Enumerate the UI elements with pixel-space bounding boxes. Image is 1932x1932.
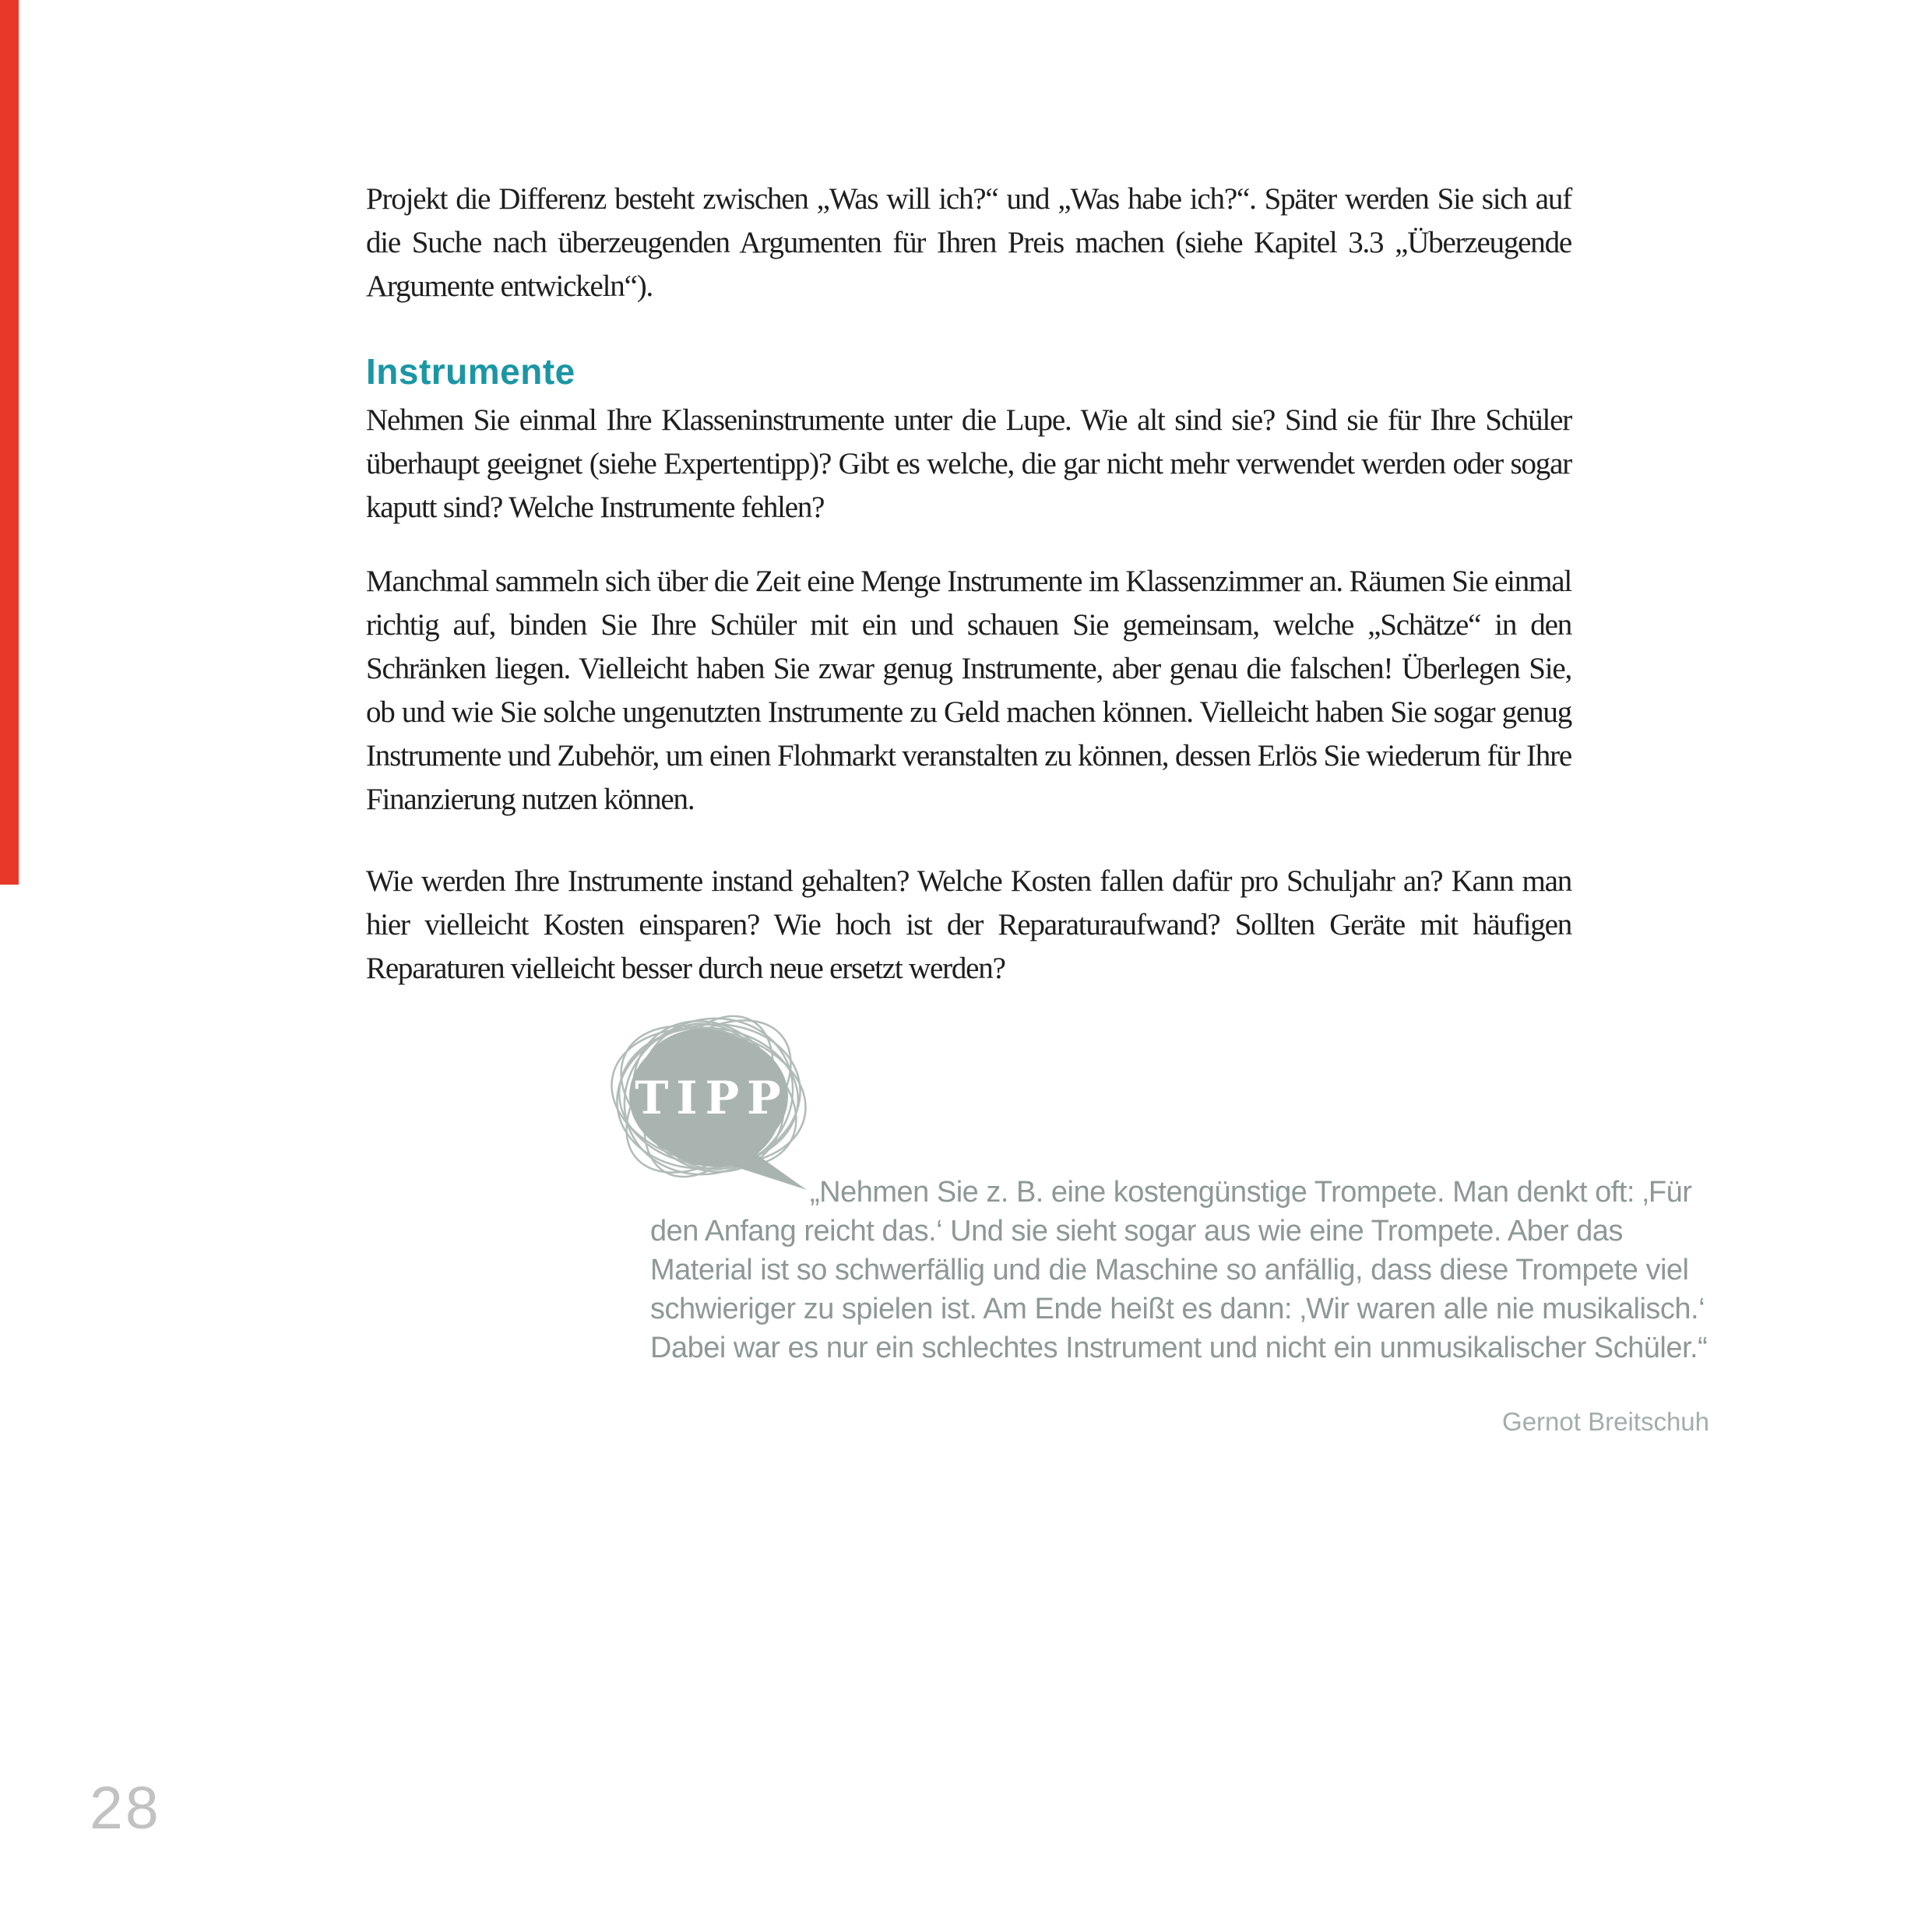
paragraph-instandhaltung: Wie werden Ihre Instrumente instand gehalten? Welche Kosten fallen dafür pro Schuljahr an? Kann man hier vielleicht Kosten einsparen? Wie hoch ist der Reparaturaufwand? Sollten Geräte mit häufigen Reparaturen vielleicht besser durch neue ersetzt werden? (366, 864, 1571, 985)
paragraph-klasseninstrumente: Nehmen Sie einmal Ihre Klasseninstrumente unter die Lupe. Wie alt sind sie? Sind sie für Ihre Schüler überhaupt geeignet (siehe Expertentipp)? Gibt es welche, die gar nicht mehr verwendet werden oder sogar kaputt sind? Welche Instrumente fehlen? (366, 403, 1571, 524)
paragraph-aufraeumen: Manchmal sammeln sich über die Zeit eine Menge Instrumente im Klassenzimmer an. Räumen Sie einmal richtig auf, binden Sie Ihre Schüler mit ein und schauen Sie gemeinsam, welche „Schätze“ in den Schränken liegen. Vielleicht haben Sie zwar genug Instrumente, aber genau die falschen! Überlegen Sie, ob und wie Sie solche ungenutzten Instrumente zu Geld machen können. Vielleicht haben Sie sogar genug Instrumente und Zubehör, um einen Flohmarkt veranstalten zu können, dessen Erlös Sie wiederum für Ihre Finanzierung nutzen können. (366, 565, 1571, 816)
page-number: 28 (90, 1775, 161, 1842)
section-heading-instrumente: Instrumente (366, 351, 575, 392)
quote-attribution: Gernot Breitschuh (1502, 1407, 1709, 1436)
expert-tip-quote: „Nehmen Sie z. B. eine kostengünstige Trompete. Man denkt oft: ‚Für den Anfang reicht das.‘ Und sie sieht sogar aus wie eine Trompete. Aber das Material ist so schwerfällig und die Maschine so anfällig, dass diese Trompete viel schwieriger zu spielen ist. Am Ende heißt es dann: ‚Wir waren alle nie musikalisch.‘ Dabei war es nur ein schlechtes Instrument und nicht ein unmusikalischer Schüler.“ (650, 1176, 1708, 1364)
chapter-edge-color-bar (0, 0, 19, 885)
intro-paragraph: Projekt die Differenz besteht zwischen „Was will ich?“ und „Was habe ich?“. Später werden Sie sich auf die Suche nach überzeugenden Argumenten für Ihren Preis machen (siehe Kapitel 3.3 „Überzeugende Argumente entwickeln“). (366, 182, 1571, 303)
tipp-stamp-label: TIPP (635, 1072, 789, 1124)
